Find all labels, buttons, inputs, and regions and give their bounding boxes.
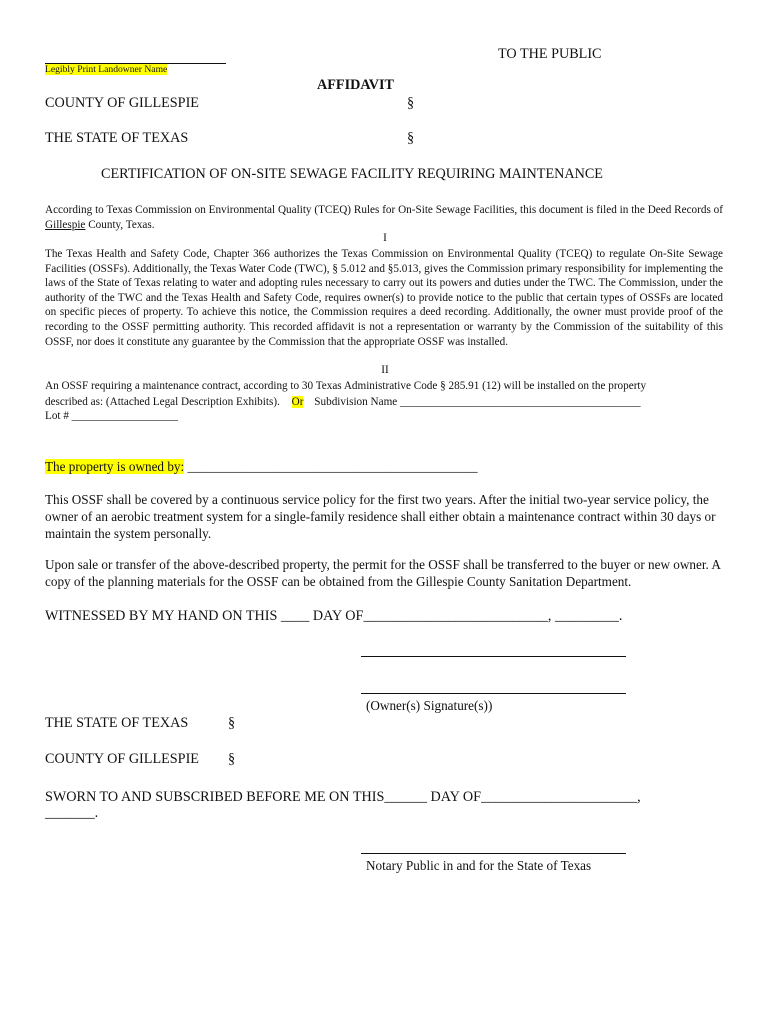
to-the-public: TO THE PUBLIC [498,46,602,62]
section-mark-state: § [407,130,415,146]
section-one-numeral: I [383,232,387,244]
legal-description-text: described as: (Attached Legal Description Exhibits). [45,396,280,408]
section-two-numeral: II [381,364,389,376]
section-two-line1: An OSSF requiring a maintenance contract, according to 30 Texas Administrative Code § 285.91 (12) will be installed on the property [45,380,647,392]
section-mark-county: § [407,95,415,111]
section-one-paragraph: The Texas Health and Safety Code, Chapter 366 authorizes the Texas Commission on Environmental Quality (TCEQ) to regulate On-Site Sewage Facilities (OSSFs). Additionally, the Texas Water Code (TWC), § 5.012 and §5.013, gives the Commission primary responsibility for implementing the laws of the State of Texas relating to water and adopting rules necessary to carry out its powers and duties under the TWC. The Commission, under the authority of the TWC and the Texas Health and Safety Code, requires owner(s) to provide notice to the public that certain types of OSSFs are located on specific pieces of property. To achieve this notice, the Commission requires a deed recording. Additionally, the owner must provide proof of the recording to the OSSF permitting authority. This recorded affidavit is not a representation or warranty by the Commission of the suitability of this OSSF, nor does it constitute any guarantee by the Commission that the appropriate OSSF was installed. [45,248,723,348]
sworn-line[interactable]: SWORN TO AND SUBSCRIBED BEFORE ME ON THIS______ DAY OF______________________, [45,789,641,805]
footer-section-mark-county: § [228,751,236,767]
affidavit-title: AFFIDAVIT [317,77,394,93]
state-heading: THE STATE OF TEXAS [45,130,189,146]
property-owned-line [45,459,478,475]
sworn-year-blank[interactable]: _______. [45,805,99,821]
footer-county-heading: COUNTY OF GILLESPIE [45,751,199,767]
intro-text-after: County, Texas. [85,218,155,231]
owner-signature-label: (Owner(s) Signature(s)) [366,698,493,713]
footer-section-mark-state: § [228,715,236,731]
lot-number-field[interactable]: Lot # ___________________ [45,410,179,422]
section-two-line2 [45,396,641,408]
intro-text-before: According to Texas Commission on Environmental Quality (TCEQ) Rules for On-Site Sewage Facilities, this document is filed in the Deed Records of [45,204,723,216]
certification-title: CERTIFICATION OF ON-SITE SEWAGE FACILITY REQUIRING MAINTENANCE [101,166,603,182]
notary-label: Notary Public in and for the State of Texas [366,858,592,873]
transfer-paragraph: Upon sale or transfer of the above-described property, the permit for the OSSF shall be transferred to the buyer or new owner. A copy of the planning materials for the OSSF can be obtained from the Gillespie County Sanitation Department. [45,557,721,589]
or-label: Or [291,396,304,408]
landowner-name-label: Legibly Print Landowner Name [45,64,168,75]
notary-signature-line[interactable] [361,853,626,854]
property-owner-blank[interactable]: ____________________________________________ [187,459,478,474]
county-heading: COUNTY OF GILLESPIE [45,95,199,111]
subdivision-name-field[interactable]: Subdivision Name ___________________________________________ [314,396,641,408]
coverage-paragraph: This OSSF shall be covered by a continuous service policy for the first two years. After the initial two-year service policy, the owner of an aerobic treatment system for a single-family residence shall either obtain a maintenance contract within 30 days or maintain the system personally. [45,492,716,541]
witnessed-line[interactable]: WITNESSED BY MY HAND ON THIS ____ DAY OF__________________________, _________. [45,608,623,624]
property-owned-label: The property is owned by: [45,459,185,474]
intro-county-word: Gillespie [45,218,86,231]
intro-paragraph [45,203,723,232]
footer-state-heading: THE STATE OF TEXAS [45,715,189,731]
owner-signature-line-1[interactable] [361,656,626,657]
owner-signature-line-2[interactable] [361,693,626,694]
